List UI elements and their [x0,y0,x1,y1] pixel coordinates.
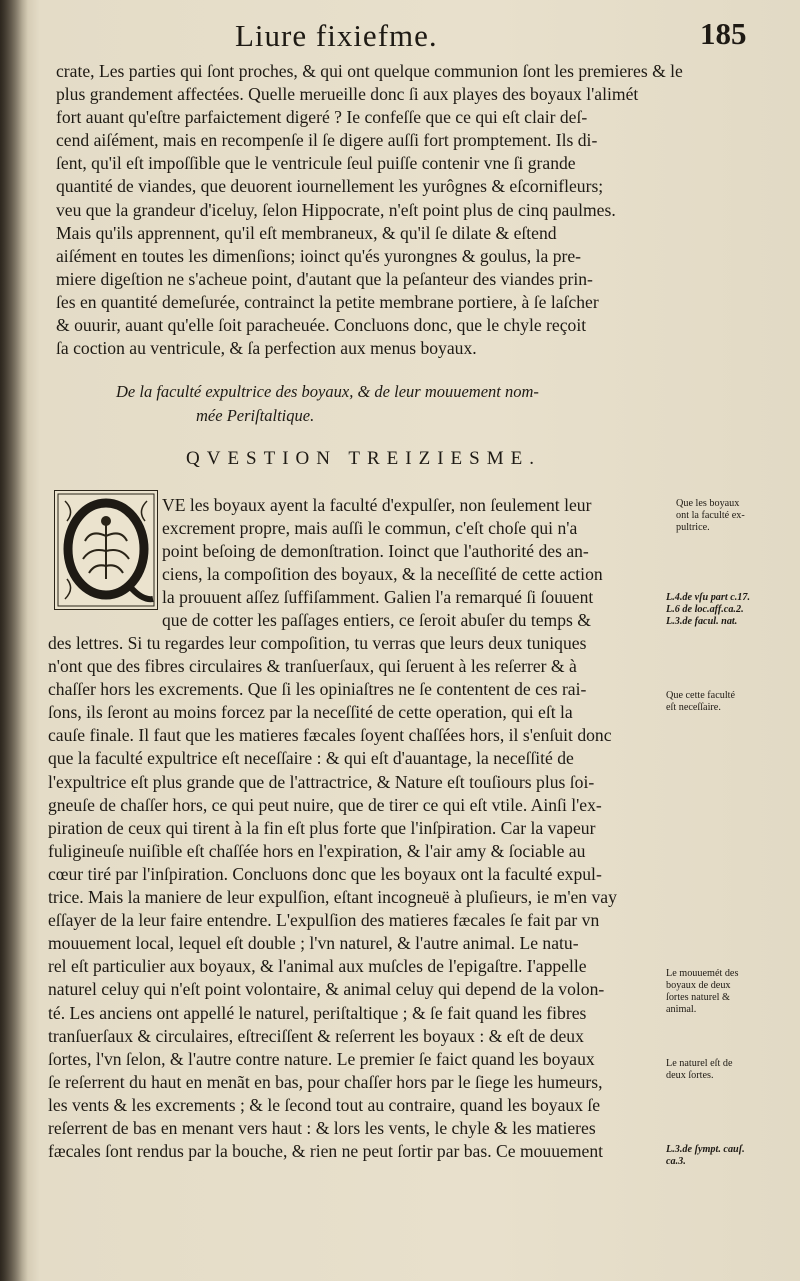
text-line: aiſément en toutes les dimenſions; ioinct qu'és yurongnes & goulus, la pre- [56,245,582,266]
margin-note-text: Le naturel eſt de deux ſortes. [666,1058,733,1081]
running-head: Liure fixiefme. [235,18,438,53]
text-line: Mais qu'ils apprennent, qu'il eſt membraneux, & qu'il ſe dilate & eſtend [56,222,557,243]
text-line: point beſoing de demonſtration. Ioinct que l'authorité des an- [162,541,589,562]
text-line: plus grandement affectées. Quelle merueille donc ſi aux playes des boyaux l'alimét [56,84,639,105]
text-line: miere digeſtion ne s'acheue point, d'autant que la peſanteur des viandes prin- [56,268,593,289]
text-line: ciens, la compoſition des boyaux, & la neceſſité de cette action [162,564,603,585]
ornamental-initial-q [54,490,158,610]
text-line: trice. Mais la maniere de leur expulſion, eſtant incogneuë à pluſieurs, ie m'en vay [48,887,617,908]
text-line: ſent, qu'il eſt impoſſible que le ventricule ſeul puiſſe contenir vne ſi grande [56,153,576,174]
text-line: la prouuent aſſez ſuffiſamment. Galien l'a remarqué ſi ſouuent [162,587,594,608]
heading-line: mée Periſtaltique. [196,406,315,425]
text-line: & ouurir, auant qu'elle ſoit paracheuée. Concluons donc, que le chyle reçoit [56,315,587,336]
margin-note [666,968,738,1016]
text-line: les vents & les excrements ; & le ſecond tout au contraire, quand les boyaux ſe [48,1094,601,1115]
margin-note [676,498,745,534]
margin-note-text: Que cette faculté eſt neceſſaire. [666,690,736,713]
text-line: VE les boyaux ayent la faculté d'expulſer, non ſeulement leur [162,495,592,515]
text-line: mouuement local, lequel eſt double ; l'vn naturel, & l'autre animal. Le natu- [48,933,579,954]
text-line: ſes en quantité demeſurée, contrainct la petite membrane portiere, à ſe laſcher [56,291,599,312]
margin-note [666,1058,732,1082]
text-line: cœur tiré par l'inſpiration. Concluons donc que les boyaux ont la faculté expul- [48,863,602,884]
floral-initial-icon [55,491,157,609]
text-line: que la faculté expultrice eſt neceſſaire : & qui eſt d'auantage, la neceſſité de [48,748,574,769]
margin-note-text: L.3.de ſympt. cauſ. ca.3. [666,1144,745,1167]
page-number: 185 [700,16,747,51]
text-line: n'ont que des fibres circulaires & tranſuerſaux, qui ſeruent à les reſerrer & à [48,656,577,677]
gutter-shadow [0,0,28,1281]
margin-note-text: Le mouuemét des boyaux de deux ſortes naturel & animal. [666,968,739,1015]
text-line: fuligineuſe nuiſible eſt chaſſée hors en l'expiration, & l'air amy & ſociable au [48,840,586,861]
margin-note [666,690,735,714]
text-line: cend aiſément, mais en recompenſe il ſe digere auſſi fort promptement. Ils di- [56,130,598,151]
margin-note-citation [666,1144,745,1168]
text-line: naturel celuy qui n'eſt point volontaire, & animal celuy qui depend de la volon- [48,979,605,1000]
text-line: fort auant qu'eſtre parfaictement digeré ? Ie confeſſe que ce qui eſt clair deſ- [56,107,588,128]
text-line: eſſayer de la leur faire entendre. L'expulſion des matieres fæcales ſe fait par vn [48,910,600,931]
margin-note-text: L.4.de vſu part c.17. L.6 de loc.aff.ca.2. L.3.de facul. nat. [666,592,751,627]
text-line: fæcales ſont rendus par la bouche, & rien ne peut ſortir par bas. Ce mouuement [48,1141,604,1162]
text-line: chaſſer hors les excrements. Que ſi les opiniaſtres ne ſe contentent de ces rai- [48,679,587,700]
margin-note-citation [666,592,750,628]
text-line: cauſe finale. Il faut que les matieres fæcales ſoyent chaſſées hors, il s'enſuit donc [48,725,612,746]
text-line: quantité de viandes, que deuorent iournellement les yurôgnes & eſcornifleurs; [56,176,604,197]
text-line: des lettres. Si tu regardes leur compoſition, tu verras que leurs deux tuniques [48,633,587,653]
text-line: ſa coction au ventricule, & ſa perfection aux menus boyaux. [56,338,477,359]
paragraph-3 [48,632,663,1163]
text-line: excrement propre, mais auſſi le commun, c'eſt choſe qui n'a [162,518,578,539]
text-line: ſe reſerrent du haut en menãt en bas, pour chaſſer hors par le ſiege les humeurs, [48,1071,603,1092]
question-title: QVESTION TREIZIESME. [186,448,541,469]
text-line: ſortes, l'vn ſelon, & l'autre contre nature. Le premier ſe faict quand les boyaux [48,1048,595,1069]
text-line: tranſuerſaux & circulaires, eſtreciſſent & reſerrent les boyaux : & eſt de deux [48,1025,584,1046]
text-line: veu que la grandeur d'iceluy, ſelon Hippocrate, n'eſt point plus de cinq paulmes. [56,199,616,220]
text-line: crate, Les parties qui ſont proches, & qui ont quelque communion ſont les premieres & le [56,61,683,81]
section-heading [116,380,539,428]
text-line: que de cotter les paſſages entiers, ce ſeroit abuſer du temps & [162,610,591,631]
paragraph-1 [56,60,683,360]
text-line: piration de ceux qui tirent à la fin eſt plus forte que l'inſpiration. Car la vapeur [48,817,596,838]
text-line: rel eſt particulier aux boyaux, & l'animal aux muſcles de l'epigaſtre. I'appelle [48,956,587,977]
text-line: té. Les anciens ont appellé le naturel, periſtaltique ; & ſe fait quand les fibres [48,1002,587,1023]
paragraph-2 [162,494,662,633]
text-line: ſons, ils ſeront au moins forcez par la neceſſité de cette operation, qui eſt la [48,702,573,723]
heading-line: De la faculté expultrice des boyaux, & de leur mouuement nom- [116,382,539,401]
margin-note-text: Que les boyaux ont la faculté ex- pultrice. [676,498,745,533]
text-line: l'expultrice eſt plus grande que de l'attractrice, & Nature eſt touſiours plus ſoi- [48,771,595,792]
text-line: reſerrent de bas en menant vers haut : & lors les vents, le chyle & les matieres [48,1117,596,1138]
text-line: gneuſe de chaſſer hors, ce qui peut nuire, que de tirer ce qui eſt vtile. Ainſi l'ex- [48,794,602,815]
